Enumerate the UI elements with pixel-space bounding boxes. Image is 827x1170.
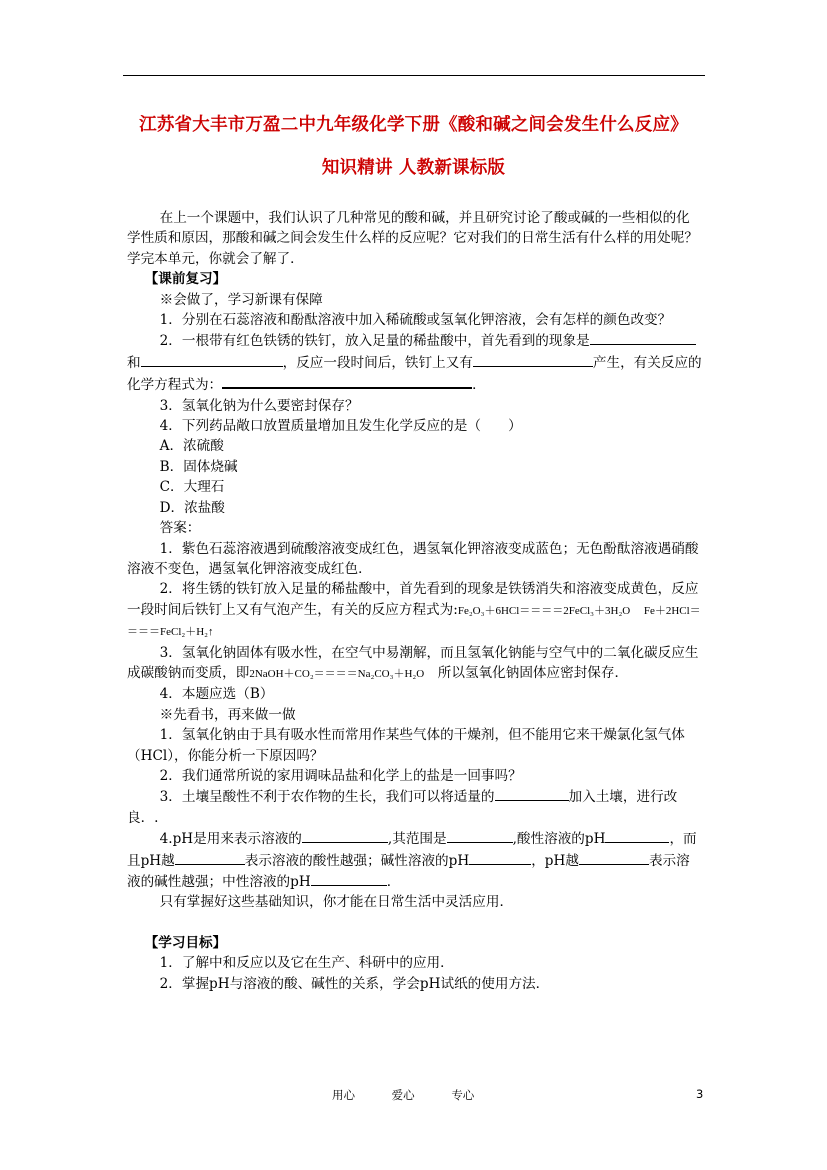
- goal-1: 1．了解中和反应以及它在生产、科研中的应用．: [159, 955, 454, 972]
- blank-line: [141, 352, 283, 367]
- blank-line: [222, 373, 472, 389]
- preview-question-4: 4.pH是用来表示溶液的 ,其范围是 ,酸性溶液的pH ，而且pH越 表示溶液的酸性越强；碱性溶液的pH ，pH越 表示溶液的碱性越强；中性溶液的pH ．: [127, 828, 702, 892]
- blank-line: [473, 352, 593, 367]
- footer-mottos: [332, 1087, 507, 1103]
- review-subheading: ※会做了，学习新课有保障: [159, 291, 323, 308]
- equation-naoh-co2: 2NaOH＋CO₂＝＝＝＝Na₂CO₃＋H₂O: [249, 667, 425, 680]
- blank-line: [175, 850, 245, 865]
- footer-motto: 专心: [451, 1088, 475, 1102]
- answer-4: 4．本题应选（B）: [159, 686, 274, 703]
- equation-rust-reaction: Fe₂O₃＋6HCl＝＝＝＝2FeCl₃＋3H₂O: [457, 604, 631, 617]
- question-2: 2．一根带有红色铁锈的铁钉，放入足量的稀盐酸中，首先看到的现象是和 ，反应一段时间后，铁钉上又有 产生，有关反应的化学方程式为： ．: [127, 330, 702, 395]
- blank-line: [469, 850, 531, 865]
- document-title-line2: 知识精讲 人教新课标版: [321, 158, 506, 178]
- footer-motto: 用心: [332, 1088, 355, 1102]
- blank-line: [495, 786, 569, 801]
- page-number: 3: [696, 1087, 704, 1101]
- blank-line: [579, 850, 649, 865]
- preview-question-1: 1．氢氧化钠由于具有吸水性而常用作某些气体的干燥剂，但不能用它来干燥氯化氢气体（HCl），你能分析一下原因吗？: [127, 727, 685, 764]
- review-heading: 【课前复习】: [144, 271, 227, 288]
- blank-line: [311, 871, 387, 886]
- option-d: D．浓盐酸: [159, 499, 225, 516]
- question-3: 3．氢氧化钠为什么要密封保存？: [159, 397, 359, 414]
- blank-line: [590, 330, 696, 345]
- answer-label: 答案：: [159, 520, 201, 537]
- question-4: 4．下列药品敞口放置质量增加且发生化学反应的是（ ）: [159, 418, 522, 435]
- goals-heading: 【学习目标】: [144, 934, 227, 951]
- goal-2: 2．掌握pH与溶液的酸、碱性的关系，学会pH试纸的使用方法．: [159, 975, 550, 992]
- option-c: C．大理石: [159, 479, 225, 496]
- header-rule: [123, 75, 705, 76]
- option-b: B．固体烧碱: [159, 458, 238, 475]
- option-a: A．浓硫酸: [159, 438, 224, 455]
- closing-paragraph: 只有掌握好这些基础知识，你才能在日常生活中灵活应用．: [159, 894, 514, 911]
- preview-question-2: 2．我们通常所说的家用调味品盐和化学上的盐是一回事吗？: [159, 767, 522, 784]
- footer-motto: 爱心: [391, 1088, 415, 1102]
- answer-3: 3．氢氧化钠固体有吸水性，在空气中易潮解，而且氢氧化钠能与空气中的二氧化碳反应生成碳酸钠而变质，即2NaOH＋CO₂＝＝＝＝Na₂CO₃＋H₂O 所以氢氧化钠固体应密封保存．: [127, 644, 699, 681]
- blank-line: [302, 828, 388, 843]
- blank-line: [605, 828, 669, 843]
- preview-subheading: ※先看书，再来做一做: [159, 706, 296, 723]
- intro-paragraph: 在上一个课题中，我们认识了几种常见的酸和碱，并且研究讨论了酸或碱的一些相似的化学性质和原因，那酸和碱之间会发生什么样的反应呢？它对我们的日常生活有什么样的用处呢？学完本单元，你就会了解了．: [127, 210, 698, 267]
- document-title-line1: 江苏省大丰市万盈二中九年级化学下册《酸和碱之间会发生什么反应》: [139, 115, 688, 135]
- answer-2: 2．将生锈的铁钉放入足量的稀盐酸中，首先看到的现象是铁锈消失和溶液变成黄色，反应一段时间后铁钉上又有气泡产生，有关的反应方程式为:Fe₂O₃＋6HCl＝＝＝＝2FeCl₃＋3H₂O Fe＋2HCl＝＝＝＝FeCl₂＋H₂↑: [127, 581, 701, 639]
- blank-line: [447, 828, 513, 843]
- question-1: 1．分别在石蕊溶液和酚酞溶液中加入稀硫酸或氢氧化钾溶液，会有怎样的颜色改变？: [159, 312, 672, 329]
- preview-question-3: 3．土壤呈酸性不利于农作物的生长，我们可以将适量的 加入土壤，进行改良．.: [127, 786, 702, 828]
- answer-1: 1．紫色石蕊溶液遇到硫酸溶液变成红色，遇氢氧化钾溶液变成蓝色；无色酚酞溶液遇硝酸溶液不变色，遇氢氧化钾溶液变成红色．: [127, 540, 699, 577]
- equation-iron-reaction: Fe＋2HCl＝＝＝＝FeCl₂＋H₂↑: [127, 604, 701, 639]
- document-body: [127, 208, 702, 994]
